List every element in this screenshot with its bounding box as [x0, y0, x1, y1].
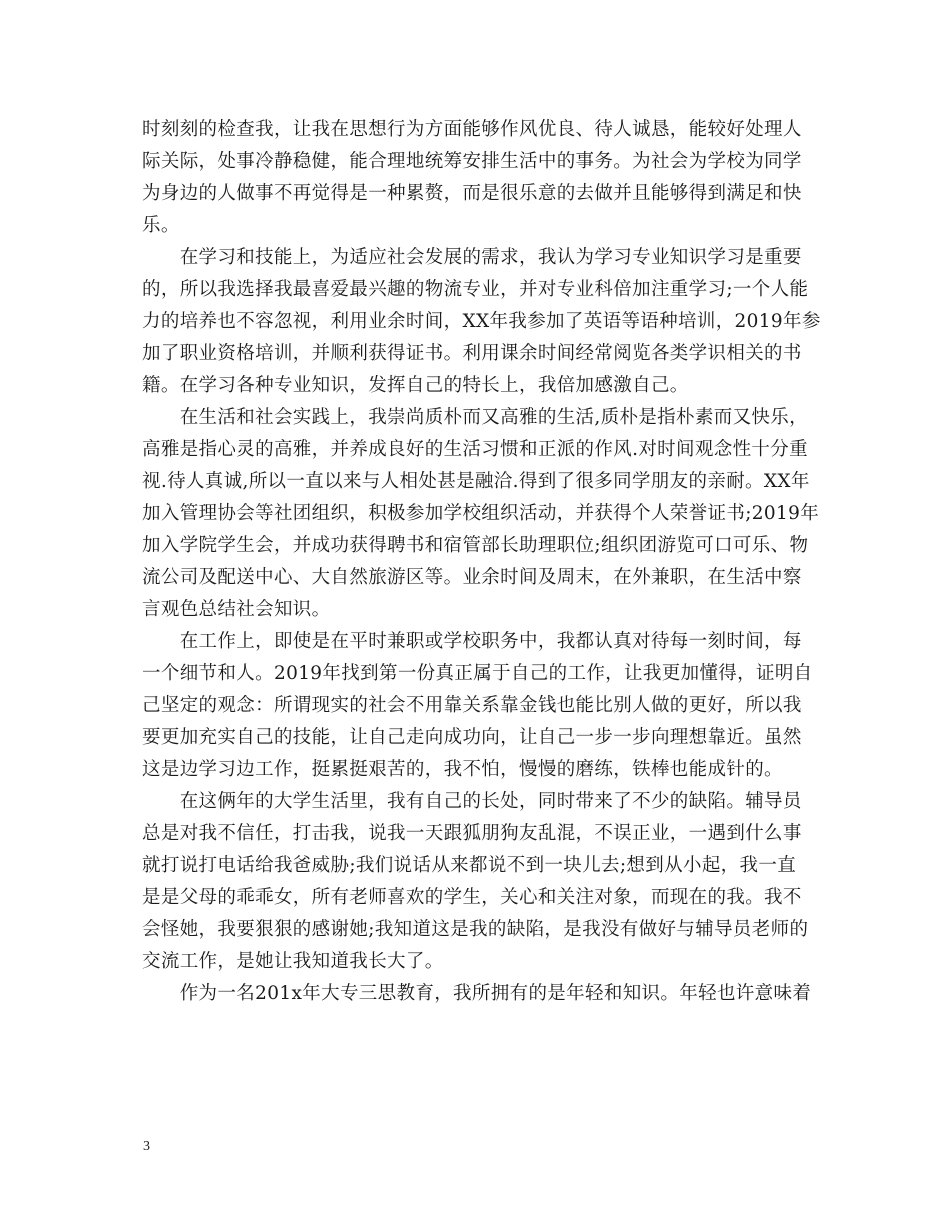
text-line: 流公司及配送中心、大自然旅游区等。业余时间及周末，在外兼职，在生活中察 — [142, 567, 802, 588]
text-line: 力的培养也不容忽视，利用业余时间，XX年我参加了英语等语种培训，2019年参 — [142, 311, 821, 332]
text-line: 会怪她，我要狠狠的感谢她;我知道这是我的缺陷，是我没有做好与辅导员老师的 — [142, 919, 809, 940]
text-line: 的，所以我选择我最喜爱最兴趣的物流专业，并对专业科倍加注重学习;一个人能 — [142, 279, 809, 300]
text-line: 作为一名201x年大专三思教育，我所拥有的是年轻和知识。年轻也许意味着 — [142, 983, 812, 1004]
text-line: 时刻刻的检查我，让我在思想行为方面能够作风优良、待人诚恳，能较好处理人 — [142, 119, 802, 140]
text-line: 加了职业资格培训，并顺利获得证书。利用课余时间经常阅览各类学识相关的书 — [142, 343, 802, 364]
text-line: 籍。在学习各种专业知识，发挥自己的特长上，我倍加感激自己。 — [142, 375, 689, 396]
page-number: 3 — [143, 1139, 150, 1154]
text-line: 为身边的人做事不再觉得是一种累赘，而是很乐意的去做并且能够得到满足和快 — [142, 183, 802, 204]
text-line: 在生活和社会实践上，我崇尚质朴而又高雅的生活,质朴是指朴素而又快乐， — [142, 407, 808, 428]
text-line: 乐。 — [142, 215, 180, 236]
text-line: 加入学院学生会，并成功获得聘书和宿管部长助理职位;组织团游览可口可乐、物 — [142, 535, 809, 556]
text-line: 总是对我不信任，打击我，说我一天跟狐朋狗友乱混，不误正业，一遇到什么事 — [142, 823, 802, 844]
body-text — [142, 114, 821, 1010]
text-line: 就打说打电话给我爸威胁;我们说话从来都说不到一块儿去;想到从小起，我一直 — [142, 855, 797, 876]
text-line: 一个细节和人。2019年找到第一份真正属于自己的工作，让我更加懂得，证明自 — [142, 663, 813, 684]
text-line: 在学习和技能上，为适应社会发展的需求，我认为学习专业知识学习是重要 — [142, 247, 802, 268]
text-line: 在工作上，即使是在平时兼职或学校职务中，我都认真对待每一刻时间，每 — [142, 631, 802, 652]
text-line: 己坚定的观念：所谓现实的社会不用靠关系靠金钱也能比别人做的更好，所以我 — [142, 695, 802, 716]
text-line: 是是父母的乖乖女，所有老师喜欢的学生，关心和关注对象，而现在的我。我不 — [142, 887, 802, 908]
text-line: 高雅是指心灵的高雅，并养成良好的生活习惯和正派的作风.对时间观念性十分重 — [142, 439, 808, 460]
text-line: 这是边学习边工作，挺累挺艰苦的，我不怕，慢慢的磨练，铁棒也能成针的。 — [142, 759, 783, 780]
text-line: 言观色总结社会知识。 — [142, 599, 331, 620]
text-line: 要更加充实自己的技能，让自己走向成功向，让自己一步一步向理想靠近。虽然 — [142, 727, 802, 748]
text-line: 在这俩年的大学生活里，我有自己的长处，同时带来了不少的缺陷。辅导员 — [142, 791, 802, 812]
text-line: 际关际，处事冷静稳健，能合理地统筹安排生活中的事务。为社会为学校为同学 — [142, 151, 802, 172]
text-line: 视.待人真诚,所以一直以来与人相处甚是融洽.得到了很多同学朋友的亲耐。XX年 — [142, 471, 810, 492]
text-line: 交流工作，是她让我知道我长大了。 — [142, 951, 444, 972]
text-line: 加入管理协会等社团组织，积极参加学校组织活动，并获得个人荣誉证书;2019年 — [142, 503, 820, 524]
